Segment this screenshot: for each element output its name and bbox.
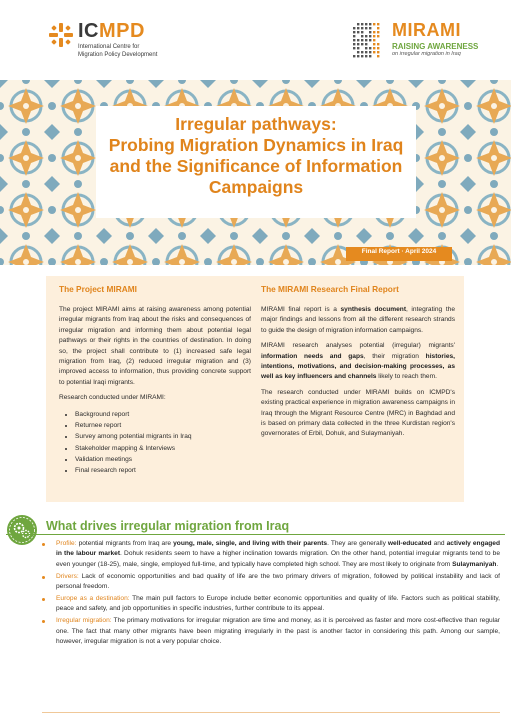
bullet-icon (42, 598, 45, 601)
irregular-item: Irregular migration: The primary motivations for irregular migration are time and money, as it is perceived as faster and more cost-effective than regular one. The fact that many other migrants have been migrating irregularly in the past is another factor in considering this path. Among our sample, however, irregular migration is not a very popular choice. (42, 616, 500, 647)
project-heading: The Project MIRAMI (59, 284, 137, 294)
icmpd-wordmark: ICMPD (78, 20, 145, 42)
research-para-2: MIRAMI research analyses potential (irregular) migrants' information needs and gaps, their migration histories, intentions, motivations, and decision-making processes, as well as key influencers and channels likely to reach them. (261, 342, 455, 381)
mirami-logo (352, 18, 492, 68)
list-item: • Survey among potential migrants in Iraq (75, 431, 251, 442)
list-item: • Validation meetings (75, 454, 251, 465)
project-description: The project MIRAMI aims at raising awareness among potential irregular migrants from Iraq about the risks and consequences of irregular migration and informing them about potential legal pathways or their rights in the countries of destination. In doing so, the project shall contribute to (1) increased safe legal migration from Iraq, (2) reduced irregular migration and (3) improved access to information, thus providing concrete support to potential Iraqi migrants. (59, 306, 251, 386)
icmpd-logo (48, 18, 198, 68)
research-column (261, 284, 455, 445)
drivers-item: Drivers: Lack of economic opportunities and bad quality of life are the two primary drivers of migration, followed by political instability and lack of personal freedom. (42, 572, 500, 593)
title-card (96, 106, 416, 218)
research-heading: The MIRAMI Research Final Report (261, 284, 399, 294)
research-list (59, 409, 251, 477)
project-column (59, 284, 251, 476)
research-intro: Research conducted under MIRAMI: (59, 394, 166, 402)
research-para-3: The research conducted under MIRAMI builds on ICMPD's existing practical experience in migration awareness campaigns in Iraq through the Migrant Resource Centre (MRC) in Baghdad and is based on primary data collected in the three Kurdistan region's governorates of Erbil, Dohuk, and Sulaymaniyah. (261, 388, 455, 438)
drivers-list (42, 539, 500, 649)
bullet-icon (42, 620, 45, 623)
list-item: • Background report (75, 409, 251, 420)
icmpd-star-icon (48, 22, 74, 48)
profile-item: Profile: potential migrants from Iraq are young, male, single, and living with their parents. They are generally well-educated and actively engaged in the labour market. Dohuk residents seem to have a higher inclination towards migration. On the other hand, potential irregular migrants tend to be even younger (18-25), male, single, employed full-time, and typically have completed high school. They are most likely to originate from Sulaymaniyah. (42, 539, 500, 570)
info-box (46, 276, 464, 502)
bullet-icon (42, 576, 45, 579)
bottom-divider (42, 712, 500, 713)
mirami-tagline-sub: on irregular migration in Iraq (392, 51, 461, 57)
mirami-wordmark: MIRAMI (392, 20, 461, 40)
gears-icon (6, 514, 38, 546)
europe-item: Europe as a destination: The main pull factors to Europe include better economic opportunities and quality of life. Factors such as political stability, peace and safety, and job opportunities in specific industries, further contribute to its appeal. (42, 594, 500, 615)
dot-matrix-icon (352, 22, 382, 58)
report-title: Irregular pathways: Probing Migration Dynamics in Iraq and the Significance of Information Campaigns (108, 114, 404, 197)
mirami-tagline: RAISING AWARENESS (392, 42, 479, 51)
list-item: • Stakeholder mapping & Interviews (75, 443, 251, 454)
icmpd-full-name: International Centre for Migration Policy Development (78, 44, 158, 58)
section-divider (6, 534, 505, 535)
research-para-1: MIRAMI final report is a synthesis document, integrating the major findings and lessons from all the different research strands to guide the design of migration information campaigns. (261, 306, 455, 334)
list-item: • Final research report (75, 465, 251, 476)
bullet-icon (42, 543, 45, 546)
report-date-badge: Final Report · April 2024 (346, 247, 452, 261)
list-item: • Returnee report (75, 420, 251, 431)
section-title: What drives irregular migration from Iraq (46, 519, 290, 533)
